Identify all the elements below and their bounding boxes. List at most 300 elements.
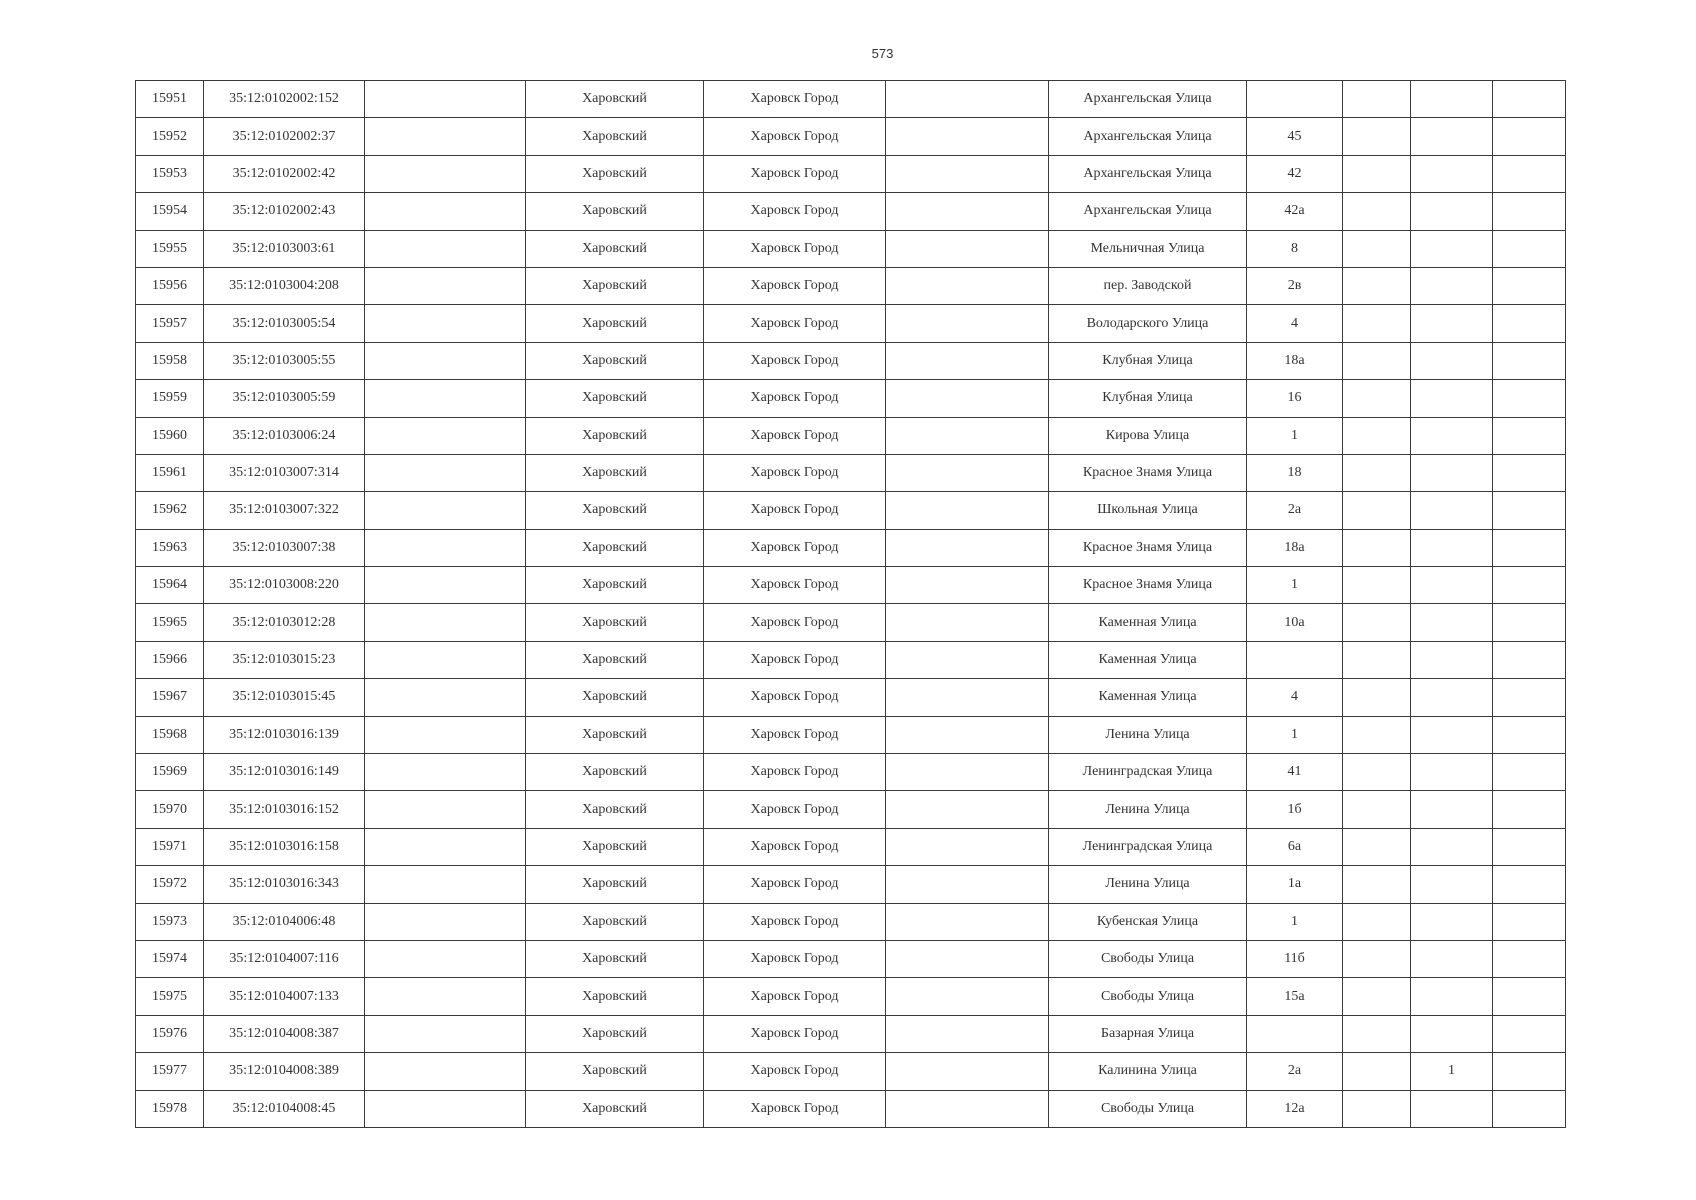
cadastral-number-cell: 35:12:0104008:389	[204, 1053, 365, 1090]
empty-cell	[886, 492, 1049, 529]
locality-cell: Харовск Город	[704, 492, 886, 529]
locality-cell: Харовск Город	[704, 978, 886, 1015]
empty-cell	[886, 791, 1049, 828]
row-number-cell: 15977	[136, 1053, 204, 1090]
district-cell: Харовский	[526, 81, 704, 118]
house-number-cell: 12а	[1247, 1090, 1343, 1127]
locality-cell: Харовск Город	[704, 454, 886, 491]
empty-cell	[1343, 230, 1411, 267]
empty-cell	[1343, 492, 1411, 529]
cadastral-number-cell: 35:12:0103005:54	[204, 305, 365, 342]
table-row	[136, 866, 1566, 903]
extra-cell	[1411, 380, 1493, 417]
empty-cell	[365, 641, 526, 678]
empty-cell	[1343, 155, 1411, 192]
house-number-cell: 18а	[1247, 342, 1343, 379]
street-cell: Базарная Улица	[1049, 1015, 1247, 1052]
table-row	[136, 155, 1566, 192]
house-number-cell: 1а	[1247, 866, 1343, 903]
house-number-cell: 1	[1247, 903, 1343, 940]
row-number-cell: 15960	[136, 417, 204, 454]
street-cell: Мельничная Улица	[1049, 230, 1247, 267]
empty-cell	[1343, 866, 1411, 903]
cadastral-number-cell: 35:12:0104006:48	[204, 903, 365, 940]
register-body	[136, 81, 1566, 1128]
empty-cell	[886, 267, 1049, 304]
row-number-cell: 15953	[136, 155, 204, 192]
locality-cell: Харовск Город	[704, 305, 886, 342]
empty-cell	[365, 267, 526, 304]
empty-cell	[1343, 380, 1411, 417]
table-row	[136, 716, 1566, 753]
locality-cell: Харовск Город	[704, 81, 886, 118]
table-row	[136, 417, 1566, 454]
empty-cell	[365, 380, 526, 417]
table-row	[136, 567, 1566, 604]
row-number-cell: 15965	[136, 604, 204, 641]
street-cell: Свободы Улица	[1049, 978, 1247, 1015]
empty-cell	[365, 417, 526, 454]
empty-cell	[1493, 1090, 1566, 1127]
table-row	[136, 1015, 1566, 1052]
extra-cell	[1411, 81, 1493, 118]
empty-cell	[1343, 454, 1411, 491]
district-cell: Харовский	[526, 1015, 704, 1052]
table-row	[136, 305, 1566, 342]
empty-cell	[365, 903, 526, 940]
extra-cell	[1411, 529, 1493, 566]
table-row	[136, 492, 1566, 529]
empty-cell	[1343, 342, 1411, 379]
cadastral-number-cell: 35:12:0103007:314	[204, 454, 365, 491]
row-number-cell: 15968	[136, 716, 204, 753]
cadastral-number-cell: 35:12:0103005:55	[204, 342, 365, 379]
empty-cell	[1343, 604, 1411, 641]
extra-cell	[1411, 866, 1493, 903]
district-cell: Харовский	[526, 791, 704, 828]
table-row	[136, 828, 1566, 865]
district-cell: Харовский	[526, 155, 704, 192]
street-cell: Ленина Улица	[1049, 716, 1247, 753]
empty-cell	[1343, 1053, 1411, 1090]
locality-cell: Харовск Город	[704, 641, 886, 678]
extra-cell	[1411, 193, 1493, 230]
row-number-cell: 15971	[136, 828, 204, 865]
house-number-cell: 4	[1247, 679, 1343, 716]
empty-cell	[365, 679, 526, 716]
street-cell: Кубенская Улица	[1049, 903, 1247, 940]
locality-cell: Харовск Город	[704, 828, 886, 865]
cadastral-number-cell: 35:12:0103005:59	[204, 380, 365, 417]
empty-cell	[365, 118, 526, 155]
locality-cell: Харовск Город	[704, 193, 886, 230]
cadastral-number-cell: 35:12:0102002:152	[204, 81, 365, 118]
district-cell: Харовский	[526, 267, 704, 304]
district-cell: Харовский	[526, 828, 704, 865]
street-cell: Ленина Улица	[1049, 791, 1247, 828]
empty-cell	[886, 716, 1049, 753]
empty-cell	[1343, 417, 1411, 454]
empty-cell	[365, 492, 526, 529]
empty-cell	[365, 305, 526, 342]
house-number-cell: 42а	[1247, 193, 1343, 230]
street-cell: Красное Знамя Улица	[1049, 454, 1247, 491]
empty-cell	[1493, 492, 1566, 529]
page-number: 573	[871, 46, 894, 61]
empty-cell	[886, 866, 1049, 903]
row-number-cell: 15961	[136, 454, 204, 491]
locality-cell: Харовск Город	[704, 230, 886, 267]
house-number-cell	[1247, 641, 1343, 678]
row-number-cell: 15959	[136, 380, 204, 417]
table-row	[136, 1053, 1566, 1090]
house-number-cell: 8	[1247, 230, 1343, 267]
district-cell: Харовский	[526, 903, 704, 940]
row-number-cell: 15974	[136, 940, 204, 977]
district-cell: Харовский	[526, 716, 704, 753]
locality-cell: Харовск Город	[704, 604, 886, 641]
row-number-cell: 15970	[136, 791, 204, 828]
house-number-cell: 15а	[1247, 978, 1343, 1015]
empty-cell	[1343, 828, 1411, 865]
empty-cell	[1343, 81, 1411, 118]
empty-cell	[1493, 604, 1566, 641]
house-number-cell: 18	[1247, 454, 1343, 491]
empty-cell	[1343, 193, 1411, 230]
extra-cell	[1411, 903, 1493, 940]
locality-cell: Харовск Город	[704, 903, 886, 940]
empty-cell	[365, 454, 526, 491]
empty-cell	[1493, 1053, 1566, 1090]
row-number-cell: 15962	[136, 492, 204, 529]
district-cell: Харовский	[526, 679, 704, 716]
empty-cell	[365, 1090, 526, 1127]
extra-cell	[1411, 1090, 1493, 1127]
row-number-cell: 15957	[136, 305, 204, 342]
cadastral-number-cell: 35:12:0103015:23	[204, 641, 365, 678]
extra-cell	[1411, 604, 1493, 641]
extra-cell	[1411, 454, 1493, 491]
empty-cell	[1493, 454, 1566, 491]
extra-cell	[1411, 118, 1493, 155]
cadastral-number-cell: 35:12:0103016:152	[204, 791, 365, 828]
table-row	[136, 81, 1566, 118]
district-cell: Харовский	[526, 529, 704, 566]
district-cell: Харовский	[526, 380, 704, 417]
empty-cell	[1493, 230, 1566, 267]
extra-cell	[1411, 1015, 1493, 1052]
row-number-cell: 15951	[136, 81, 204, 118]
row-number-cell: 15956	[136, 267, 204, 304]
street-cell: Ленинградская Улица	[1049, 828, 1247, 865]
extra-cell	[1411, 828, 1493, 865]
locality-cell: Харовск Город	[704, 1015, 886, 1052]
district-cell: Харовский	[526, 604, 704, 641]
street-cell: Калинина Улица	[1049, 1053, 1247, 1090]
house-number-cell: 45	[1247, 118, 1343, 155]
cadastral-number-cell: 35:12:0104007:116	[204, 940, 365, 977]
empty-cell	[1493, 417, 1566, 454]
table-row	[136, 454, 1566, 491]
empty-cell	[1343, 1090, 1411, 1127]
street-cell: Архангельская Улица	[1049, 81, 1247, 118]
cadastral-number-cell: 35:12:0103012:28	[204, 604, 365, 641]
house-number-cell: 2а	[1247, 1053, 1343, 1090]
house-number-cell: 16	[1247, 380, 1343, 417]
locality-cell: Харовск Город	[704, 567, 886, 604]
cadastral-number-cell: 35:12:0103016:343	[204, 866, 365, 903]
street-cell: Клубная Улица	[1049, 380, 1247, 417]
empty-cell	[1493, 754, 1566, 791]
cadastral-number-cell: 35:12:0103004:208	[204, 267, 365, 304]
empty-cell	[365, 866, 526, 903]
cadastral-number-cell: 35:12:0102002:37	[204, 118, 365, 155]
empty-cell	[886, 754, 1049, 791]
house-number-cell: 1	[1247, 417, 1343, 454]
cadastral-number-cell: 35:12:0103016:149	[204, 754, 365, 791]
street-cell: Архангельская Улица	[1049, 193, 1247, 230]
empty-cell	[1493, 305, 1566, 342]
row-number-cell: 15963	[136, 529, 204, 566]
empty-cell	[886, 81, 1049, 118]
table-row	[136, 940, 1566, 977]
empty-cell	[365, 1053, 526, 1090]
extra-cell	[1411, 155, 1493, 192]
table-row	[136, 679, 1566, 716]
cadastral-number-cell: 35:12:0103003:61	[204, 230, 365, 267]
cadastral-number-cell: 35:12:0102002:42	[204, 155, 365, 192]
street-cell: Свободы Улица	[1049, 1090, 1247, 1127]
cadastral-number-cell: 35:12:0102002:43	[204, 193, 365, 230]
empty-cell	[886, 118, 1049, 155]
house-number-cell: 6а	[1247, 828, 1343, 865]
house-number-cell: 11б	[1247, 940, 1343, 977]
empty-cell	[1493, 380, 1566, 417]
empty-cell	[1493, 828, 1566, 865]
street-cell: пер. Заводской	[1049, 267, 1247, 304]
locality-cell: Харовск Город	[704, 754, 886, 791]
extra-cell: 1	[1411, 1053, 1493, 1090]
table-row	[136, 978, 1566, 1015]
extra-cell	[1411, 567, 1493, 604]
cadastral-number-cell: 35:12:0104007:133	[204, 978, 365, 1015]
table-row	[136, 903, 1566, 940]
empty-cell	[1493, 81, 1566, 118]
table-row	[136, 267, 1566, 304]
street-cell: Школьная Улица	[1049, 492, 1247, 529]
table-row	[136, 230, 1566, 267]
row-number-cell: 15955	[136, 230, 204, 267]
locality-cell: Харовск Город	[704, 267, 886, 304]
empty-cell	[365, 978, 526, 1015]
house-number-cell: 41	[1247, 754, 1343, 791]
table-row	[136, 641, 1566, 678]
street-cell: Свободы Улица	[1049, 940, 1247, 977]
district-cell: Харовский	[526, 567, 704, 604]
cadastral-number-cell: 35:12:0103008:220	[204, 567, 365, 604]
house-number-cell: 1	[1247, 716, 1343, 753]
locality-cell: Харовск Город	[704, 342, 886, 379]
empty-cell	[365, 155, 526, 192]
row-number-cell: 15969	[136, 754, 204, 791]
empty-cell	[1343, 1015, 1411, 1052]
empty-cell	[1493, 716, 1566, 753]
locality-cell: Харовск Город	[704, 118, 886, 155]
cadastral-number-cell: 35:12:0103007:322	[204, 492, 365, 529]
row-number-cell: 15976	[136, 1015, 204, 1052]
district-cell: Харовский	[526, 454, 704, 491]
street-cell: Володарского Улица	[1049, 305, 1247, 342]
empty-cell	[1343, 978, 1411, 1015]
cadastral-number-cell: 35:12:0103016:158	[204, 828, 365, 865]
empty-cell	[886, 828, 1049, 865]
empty-cell	[886, 230, 1049, 267]
empty-cell	[886, 604, 1049, 641]
empty-cell	[365, 529, 526, 566]
empty-cell	[1343, 567, 1411, 604]
locality-cell: Харовск Город	[704, 866, 886, 903]
empty-cell	[1493, 567, 1566, 604]
row-number-cell: 15964	[136, 567, 204, 604]
locality-cell: Харовск Город	[704, 716, 886, 753]
empty-cell	[1343, 903, 1411, 940]
empty-cell	[1493, 903, 1566, 940]
house-number-cell: 1	[1247, 567, 1343, 604]
district-cell: Харовский	[526, 118, 704, 155]
empty-cell	[886, 978, 1049, 1015]
table-row	[136, 342, 1566, 379]
empty-cell	[886, 155, 1049, 192]
table-row	[136, 193, 1566, 230]
street-cell: Архангельская Улица	[1049, 118, 1247, 155]
table-row	[136, 791, 1566, 828]
empty-cell	[1493, 866, 1566, 903]
district-cell: Харовский	[526, 940, 704, 977]
empty-cell	[365, 604, 526, 641]
locality-cell: Харовск Город	[704, 529, 886, 566]
empty-cell	[1493, 940, 1566, 977]
empty-cell	[1343, 679, 1411, 716]
empty-cell	[1493, 679, 1566, 716]
cadastral-number-cell: 35:12:0103006:24	[204, 417, 365, 454]
extra-cell	[1411, 679, 1493, 716]
extra-cell	[1411, 305, 1493, 342]
house-number-cell: 10а	[1247, 604, 1343, 641]
extra-cell	[1411, 342, 1493, 379]
cadastral-number-cell: 35:12:0103007:38	[204, 529, 365, 566]
empty-cell	[886, 641, 1049, 678]
empty-cell	[886, 1053, 1049, 1090]
empty-cell	[886, 305, 1049, 342]
table-row	[136, 380, 1566, 417]
house-number-cell: 42	[1247, 155, 1343, 192]
empty-cell	[1493, 193, 1566, 230]
extra-cell	[1411, 978, 1493, 1015]
table-row	[136, 604, 1566, 641]
empty-cell	[886, 567, 1049, 604]
empty-cell	[1343, 118, 1411, 155]
empty-cell	[886, 380, 1049, 417]
district-cell: Харовский	[526, 417, 704, 454]
empty-cell	[1343, 267, 1411, 304]
empty-cell	[365, 791, 526, 828]
street-cell: Каменная Улица	[1049, 641, 1247, 678]
row-number-cell: 15973	[136, 903, 204, 940]
empty-cell	[365, 193, 526, 230]
district-cell: Харовский	[526, 230, 704, 267]
empty-cell	[1493, 1015, 1566, 1052]
street-cell: Кирова Улица	[1049, 417, 1247, 454]
extra-cell	[1411, 492, 1493, 529]
district-cell: Харовский	[526, 1090, 704, 1127]
locality-cell: Харовск Город	[704, 679, 886, 716]
empty-cell	[365, 342, 526, 379]
extra-cell	[1411, 641, 1493, 678]
district-cell: Харовский	[526, 492, 704, 529]
house-number-cell: 2а	[1247, 492, 1343, 529]
empty-cell	[1493, 641, 1566, 678]
locality-cell: Харовск Город	[704, 417, 886, 454]
register-table	[135, 80, 1566, 1128]
house-number-cell: 1б	[1247, 791, 1343, 828]
cadastral-number-cell: 35:12:0104008:45	[204, 1090, 365, 1127]
table-row	[136, 529, 1566, 566]
row-number-cell: 15967	[136, 679, 204, 716]
house-number-cell: 4	[1247, 305, 1343, 342]
table-row	[136, 1090, 1566, 1127]
empty-cell	[1493, 155, 1566, 192]
street-cell: Красное Знамя Улица	[1049, 529, 1247, 566]
empty-cell	[1343, 791, 1411, 828]
extra-cell	[1411, 230, 1493, 267]
empty-cell	[365, 81, 526, 118]
empty-cell	[886, 417, 1049, 454]
empty-cell	[1343, 754, 1411, 791]
house-number-cell: 18а	[1247, 529, 1343, 566]
locality-cell: Харовск Город	[704, 940, 886, 977]
locality-cell: Харовск Город	[704, 791, 886, 828]
empty-cell	[886, 1015, 1049, 1052]
row-number-cell: 15954	[136, 193, 204, 230]
empty-cell	[365, 567, 526, 604]
extra-cell	[1411, 754, 1493, 791]
extra-cell	[1411, 940, 1493, 977]
cadastral-number-cell: 35:12:0103016:139	[204, 716, 365, 753]
empty-cell	[1493, 529, 1566, 566]
empty-cell	[1343, 940, 1411, 977]
empty-cell	[886, 342, 1049, 379]
empty-cell	[886, 1090, 1049, 1127]
empty-cell	[1343, 716, 1411, 753]
street-cell: Каменная Улица	[1049, 604, 1247, 641]
empty-cell	[1493, 118, 1566, 155]
table-row	[136, 118, 1566, 155]
empty-cell	[1493, 267, 1566, 304]
locality-cell: Харовск Город	[704, 155, 886, 192]
district-cell: Харовский	[526, 754, 704, 791]
row-number-cell: 15966	[136, 641, 204, 678]
row-number-cell: 15972	[136, 866, 204, 903]
empty-cell	[886, 903, 1049, 940]
street-cell: Архангельская Улица	[1049, 155, 1247, 192]
district-cell: Харовский	[526, 1053, 704, 1090]
district-cell: Харовский	[526, 342, 704, 379]
row-number-cell: 15978	[136, 1090, 204, 1127]
empty-cell	[1493, 978, 1566, 1015]
empty-cell	[886, 193, 1049, 230]
row-number-cell: 15975	[136, 978, 204, 1015]
extra-cell	[1411, 791, 1493, 828]
